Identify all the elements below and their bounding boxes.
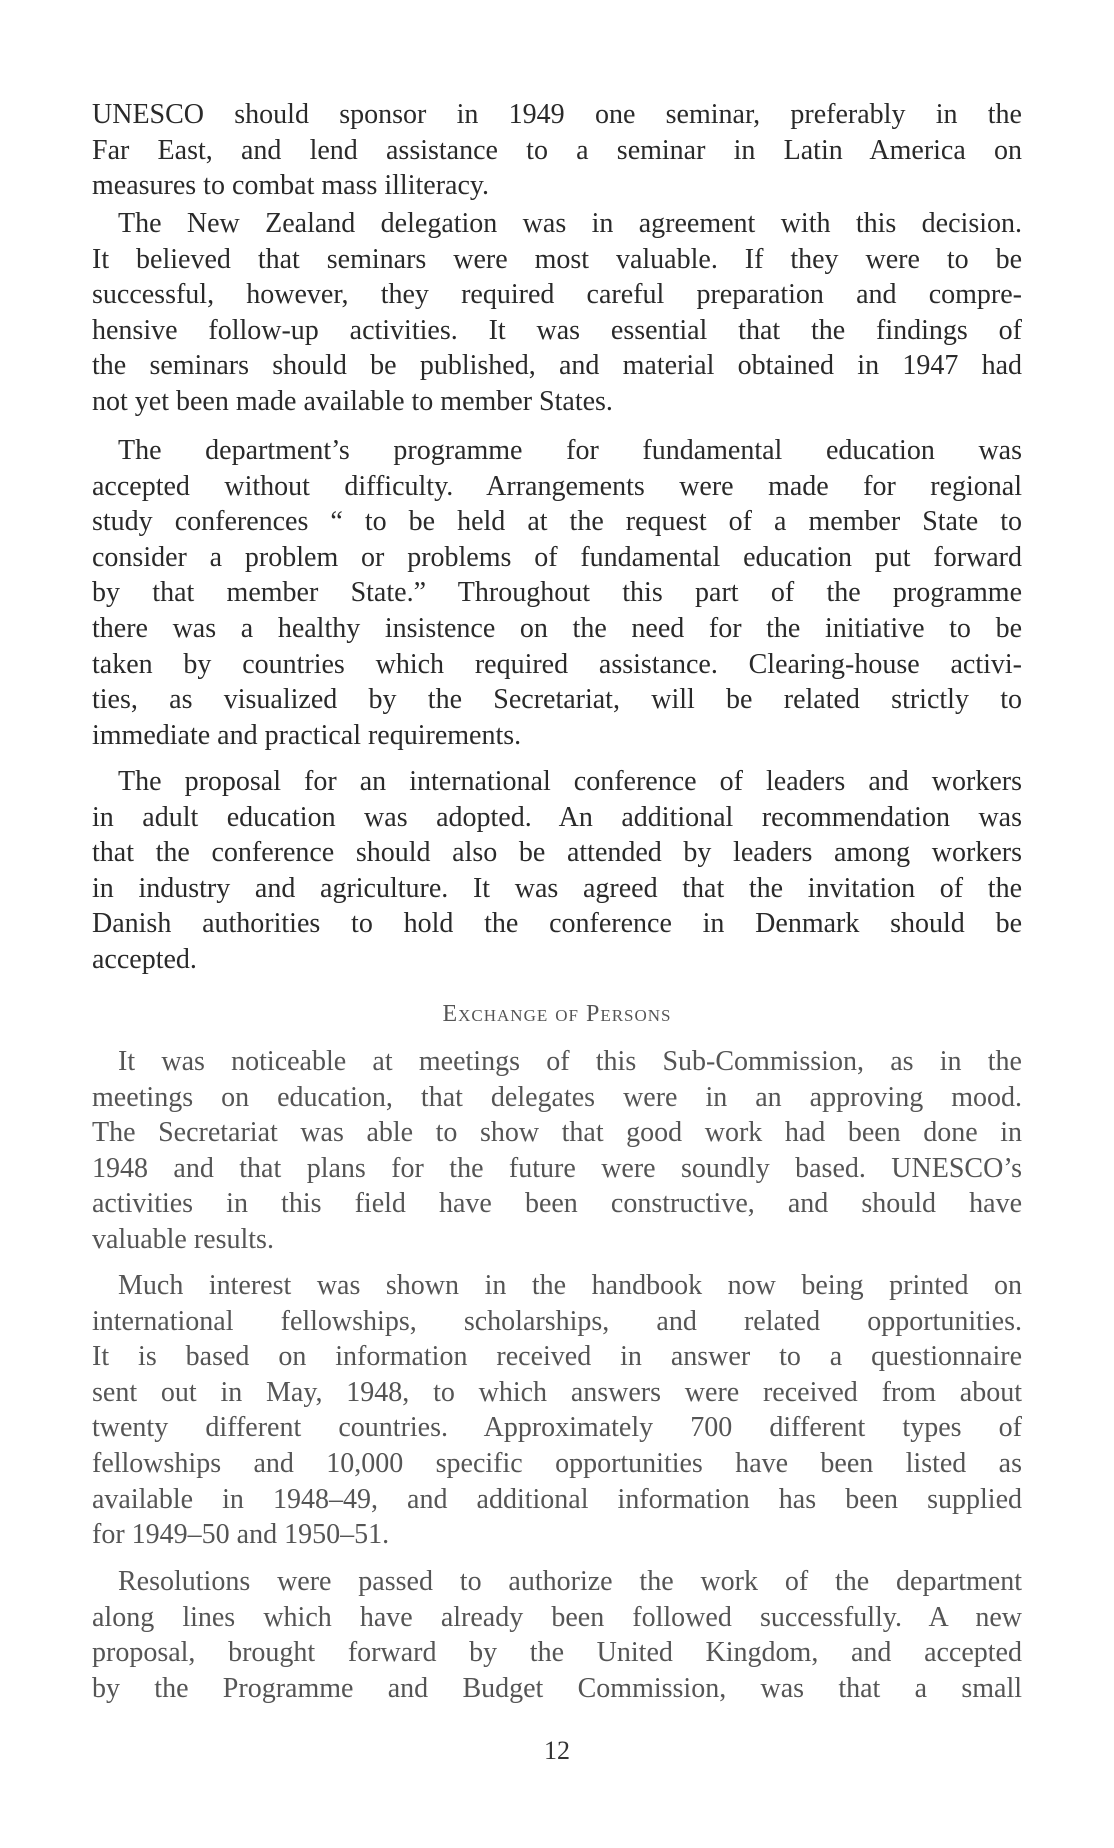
text-line: Far East, and lend assistance to a seminar in Latin America on (92, 134, 1022, 166)
text-line: fellowships and 10,000 specific opportunities have been listed as (92, 1447, 1022, 1479)
paragraph-new-zealand (92, 206, 1022, 420)
paragraph-adult-education (92, 764, 1022, 978)
text-line: international fellowships, scholarships, and related opportunities. (92, 1305, 1022, 1337)
text-line: valuable results. (92, 1223, 274, 1255)
page-number: 12 (544, 1736, 570, 1765)
text-line: The proposal for an international conference of leaders and workers (118, 766, 1022, 797)
text-line: sent out in May, 1948, to which answers were received from about (92, 1376, 1022, 1408)
text-line: consider a problem or problems of fundamental education put forward (92, 541, 1022, 573)
text-line: Much interest was shown in the handbook now being printed on (118, 1270, 1022, 1301)
text-line: not yet been made available to member States. (92, 385, 613, 417)
text-line: The Secretariat was able to show that good work had been done in (92, 1117, 1022, 1149)
text-line: measures to combat mass illiteracy. (92, 170, 490, 202)
text-line: proposal, brought forward by the United Kingdom, and accepted (92, 1637, 1022, 1669)
text-line: accepted. (92, 943, 197, 975)
text-line: available in 1948–49, and additional information has been supplied (92, 1483, 1022, 1515)
text-line: activities in this field have been constructive, and should have (92, 1188, 1022, 1220)
text-line: accepted without difficulty. Arrangements were made for regional (92, 470, 1022, 502)
text-line: immediate and practical requirements. (92, 719, 522, 751)
text-line: meetings on education, that delegates were in an approving mood. (92, 1081, 1022, 1113)
text-line: The New Zealand delegation was in agreement with this decision. (118, 208, 1022, 239)
text-line: UNESCO should sponsor in 1949 one seminar, preferably in the (92, 99, 1022, 130)
text-line: in industry and agriculture. It was agreed that the invitation of the (92, 872, 1022, 904)
paragraph-sub-commission (92, 1044, 1022, 1258)
text-line: The department’s programme for fundamental education was (118, 435, 1022, 466)
text-line: hensive follow-up activities. It was essential that the findings of (92, 314, 1022, 346)
text-line: It is based on information received in answer to a questionnaire (92, 1341, 1022, 1373)
text-line: the seminars should be published, and material obtained in 1947 had (92, 350, 1022, 382)
text-line: study conferences “ to be held at the request of a member State to (92, 506, 1022, 538)
text-line: by the Programme and Budget Commission, was that a small (92, 1672, 1022, 1704)
text-line: Danish authorities to hold the conference in Denmark should be (92, 908, 1022, 940)
paragraph-handbook (92, 1268, 1022, 1553)
paragraph-fundamental-education (92, 433, 1022, 753)
text-line: twenty different countries. Approximately 700 different types of (92, 1412, 1022, 1444)
text-line: by that member State.” Throughout this part of the programme (92, 577, 1022, 609)
text-line: 1948 and that plans for the future were soundly based. UNESCO’s (92, 1152, 1022, 1184)
text-line: there was a healthy insistence on the need for the initiative to be (92, 612, 1022, 644)
text-line: ties, as visualized by the Secretariat, will be related strictly to (92, 684, 1022, 716)
text-line: It was noticeable at meetings of this Sub-Commission, as in the (118, 1046, 1022, 1077)
text-line: for 1949–50 and 1950–51. (92, 1519, 390, 1551)
text-line: Resolutions were passed to authorize the work of the department (118, 1566, 1022, 1597)
text-line: along lines which have already been followed successfully. A new (92, 1601, 1022, 1633)
text-line: in adult education was adopted. An additional recommendation was (92, 801, 1022, 833)
text-line: It believed that seminars were most valuable. If they were to be (92, 243, 1022, 275)
text-line: that the conference should also be attended by leaders among workers (92, 837, 1022, 869)
paragraph-resolutions (92, 1564, 1022, 1706)
section-heading: Exchange of Persons (442, 1001, 672, 1027)
paragraph-unesco-seminar (92, 97, 1022, 204)
text-line: successful, however, they required careful preparation and compre- (92, 279, 1022, 311)
text-line: taken by countries which required assistance. Clearing-house activi- (92, 648, 1022, 680)
